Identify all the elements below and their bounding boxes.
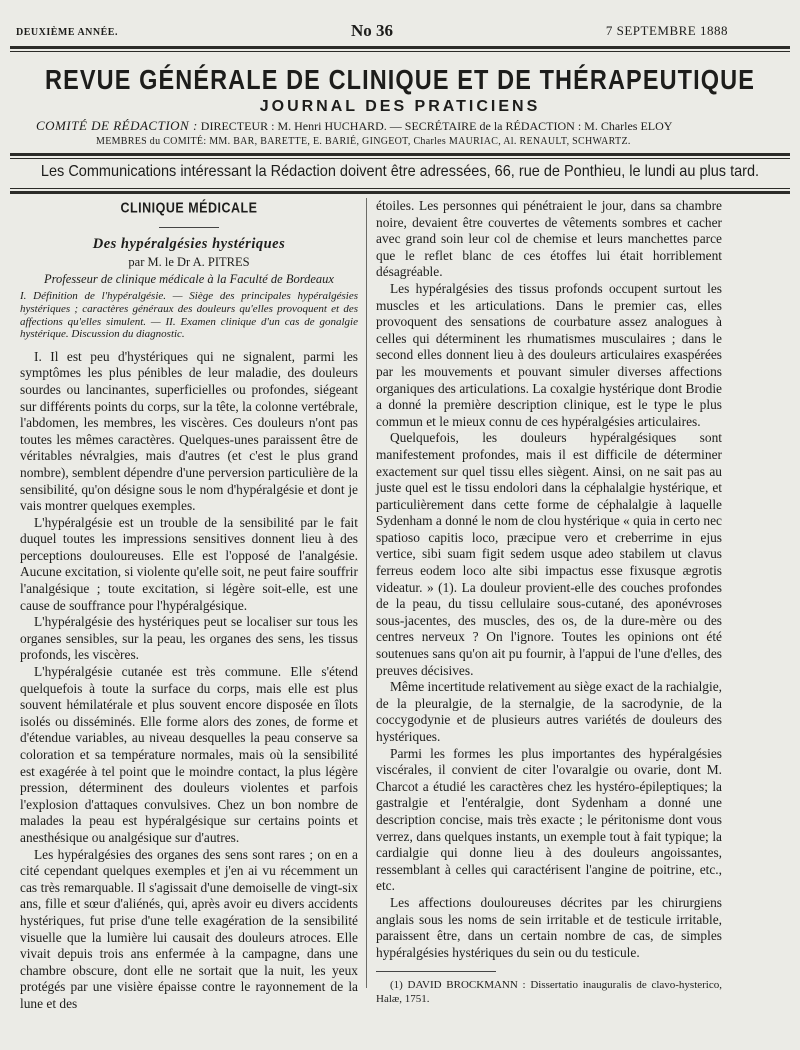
paragraph: L'hypéralgésie des hystériques peut se localiser sur tous les organes sensibles, sur la peau, les organes des sens, les tissus profonds, les viscères.: [20, 614, 358, 663]
left-column: [20, 198, 358, 1013]
section-heading: CLINIQUE MÉDICALE: [120, 199, 258, 217]
editorial-committee: [36, 118, 776, 147]
issue-date: 7 SEPTEMBRE 1888: [605, 23, 728, 38]
submission-notice: Les Communications intéressant la Rédaction doivent être adressées, 66, rue de Ponthieu, le lundi au plus tard.: [40, 163, 760, 181]
paragraph: Quelquefois, les douleurs hypéralgésiques sont manifestement profondes, mais il est difficile de déterminer exactement sur quel tissu elles siègent. Ainsi, on ne sait pas au juste quel est le tissu endolori dans la céphalalgie hystérique, et particulièrement dans cette forme de céphalalgie à laquelle Sydenham a donné le nom de clou hystérique « quia in certo nec spatioso capitis loco, præcipue vero et creberrime in ejus vertice, sibi suam figit sedem usque adeo stabilem ut clavus ferreus eodem loco alte sibi impactus esse fixusque ægrotis videatur. » (1). La douleur provient-elle des couches profondes de la peau, du tissu cellulaire sous-cutané, des aponévroses sous-jacentes, des muscles, des os, de la dure-mère ou des centres nerveux ? On l'ignore. Toutes les opinions ont été soutenues sans qu'on ait pu fournir, à l'appui de l'une d'elles, des preuves décisives.: [376, 430, 722, 678]
paragraph: Les hypéralgésies des organes des sens sont rares ; on en a cité cependant quelques exemples et j'en ai vu récemment un cas très remarquable. Il s'agissait d'une demoiselle de vingt-six ans, fille et sœur d'aliénés, qui, après avoir eu divers accidents hystériques, fut prise d'une telle exagération de la sensibilité visuelle que la lumière lui causait des douleurs atroces. Elle vivait depuis trois ans enfermée à la campagne, dans une chambre obscure, dont elle ne sortait que la nuit, les yeux protégés par une visière épaisse contre le rayonnement de la lune et des: [20, 846, 358, 1011]
paragraph: Même incertitude relativement au siège exact de la rachialgie, de la pleuralgie, de la sternalgie, de la sacrodynie, de la coccygodynie et de plusieurs autres variétés de douleurs des hystériques.: [376, 679, 723, 744]
running-header: [16, 20, 728, 40]
right-column: [376, 198, 722, 1006]
paragraph: Les affections douloureuses décrites par les chirurgiens anglais sous les noms de sein irritable et de testicule irritable, paraissent être, dans un certain nombre de cas, de simples hypéralgésies hystériques du sein ou du testicule.: [376, 894, 722, 960]
paragraph: L'hypéralgésie est un trouble de la sensibilité par le fait duquel toutes les impressions sensitives donnent lieu à des perceptions douloureuses. Elle est l'opposé de l'analgésie. Aucune excitation, si violente qu'elle soit, ne peut faire souffrir l'analgésique ; toute excitation, si légère soit-elle, est une cause de souffrance pour l'hypéralgésique.: [20, 514, 358, 613]
masthead-rule-thin: [10, 158, 790, 159]
journal-subtitle: JOURNAL DES PRATICIENS: [259, 98, 541, 115]
notice-rule: [10, 188, 790, 189]
committee-label: COMITÉ DE RÉDACTION :: [36, 118, 198, 133]
section-separator: [159, 227, 219, 228]
committee-members: MEMBRES du COMITÉ: MM. BAR, BARETTE, E. BARIÉ, GINGEOT, Charles MAURIAC, Al. RENAULT, SCHWARTZ.: [96, 136, 631, 147]
paragraph: étoiles. Les personnes qui pénétraient le jour, dans sa chambre noire, devaient être couvertes de vêtements sombres et cacher avec grand soin leur col de chemise et leurs manchettes parce que le reflet blanc de ces étoffes lui était horriblement désagréable.: [376, 198, 722, 280]
header-rule: [10, 46, 790, 49]
director: DIRECTEUR : M. Henri HUCHARD.: [200, 119, 387, 133]
paragraph: I. Il est peu d'hystériques qui ne signalent, parmi les symptômes les plus pénibles de leur maladie, des douleurs sourdes ou lancinantes, superficielles ou profondes, siégeant sur différents points du corps, sur la tête, la colonne vertébrale, l'abdomen, les membres, les viscères. Ces douleurs n'ont pas toutes les mêmes caractères. Quelques-unes paraissent être de véritables névralgies, mais d'autres (et c'est le plus grand nombre), semblent dépendre d'une perversion particulière de la sensibilité, qu'on désigne sous le nom d'hypéralgésie et dont je vais montrer quelques exemples.: [20, 348, 358, 514]
header-rule-thin: [10, 51, 790, 52]
masthead-rule: [10, 153, 790, 156]
article-summary: I. Définition de l'hypéralgésie. — Siège des principales hypéralgésies hystériques ; caractères généraux des douleurs qu'elles provoquent et des affections qu'elles simulent. — II. Examen clinique d'un cas de gonalgie hystérique. Discussion du diagnostic.: [20, 290, 358, 341]
volume-year: DEUXIÈME ANNÉE.: [16, 27, 118, 38]
column-divider: [366, 198, 367, 988]
article-byline: par M. le Dr A. PITRES: [128, 255, 250, 270]
secretary: — SECRÉTAIRE de la RÉDACTION : M. Charles ELOY: [389, 119, 673, 133]
journal-title: REVUE GÉNÉRALE DE CLINIQUE ET DE THÉRAPEUTIQUE: [45, 64, 755, 96]
footnote: (1) DAVID BROCKMANN : Dissertatio inauguralis de clavo-hysterico, Halæ, 1751.: [376, 979, 722, 1006]
paragraph: L'hypéralgésie cutanée est très commune. Elle s'étend quelquefois à toute la surface du corps, mais elle est plus souvent hémilatérale et plus souvent encore disposée en îlots isolés ou disséminés. Elle forme alors des zones, de forme et d'étendue variables, au niveau desquelles la peau conserve sa coloration et sa température normales, mais où la sensibilité est exagérée à tel point que le moindre contact, la plus légère pression, déterminent des douleurs violentes et parfois l'explosion d'attaques convulsives. Chez un bon nombre de malades la peau est hypéralgésique sur certains points et anesthésique ou analgésique sur d'autres.: [20, 664, 358, 845]
issue-number: No 36: [350, 21, 394, 40]
masthead: [0, 64, 800, 116]
paragraph: Les hypéralgésies des tissus profonds occupent surtout les muscles et les articulations. Dans le premier cas, elles provoquent des sensations de courbature assez analogues à celles qui déterminent les rhumatismes musculaires ; dans le second elles donnent lieu à des douleurs articulaires exaspérées par les mouvements et pouvant simuler diverses affections organiques des articulations. La coxalgie hystérique dont Brodie a donné la première description clinique, est le type le plus commun et le mieux connu de ces hypéralgésies articulaires.: [376, 280, 722, 429]
notice-rule-thick: [10, 191, 790, 194]
author-affiliation: Professeur de clinique médicale à la Faculté de Bordeaux: [44, 271, 334, 286]
article-title: Des hypéralgésies hystériques: [92, 235, 286, 252]
paragraph: Parmi les formes les plus importantes des hypéralgésies viscérales, il convient de citer l'ovaralgie ou ovarie, dont M. Charcot a étudié les caractères chez les hystéro-épileptiques; la gastralgie et l'entéralgie, dont Sydenham a donné une description concise, mais très exacte ; le péritonisme dont vous verrez, dans quelques instants, un exemple tout à fait typique; la cardialgie qui donne lieu à des douleurs angoissantes, ressemblant à celles qui caractérisent l'angine de poitrine, etc., etc.: [376, 745, 722, 894]
footnote-rule: [376, 971, 496, 972]
